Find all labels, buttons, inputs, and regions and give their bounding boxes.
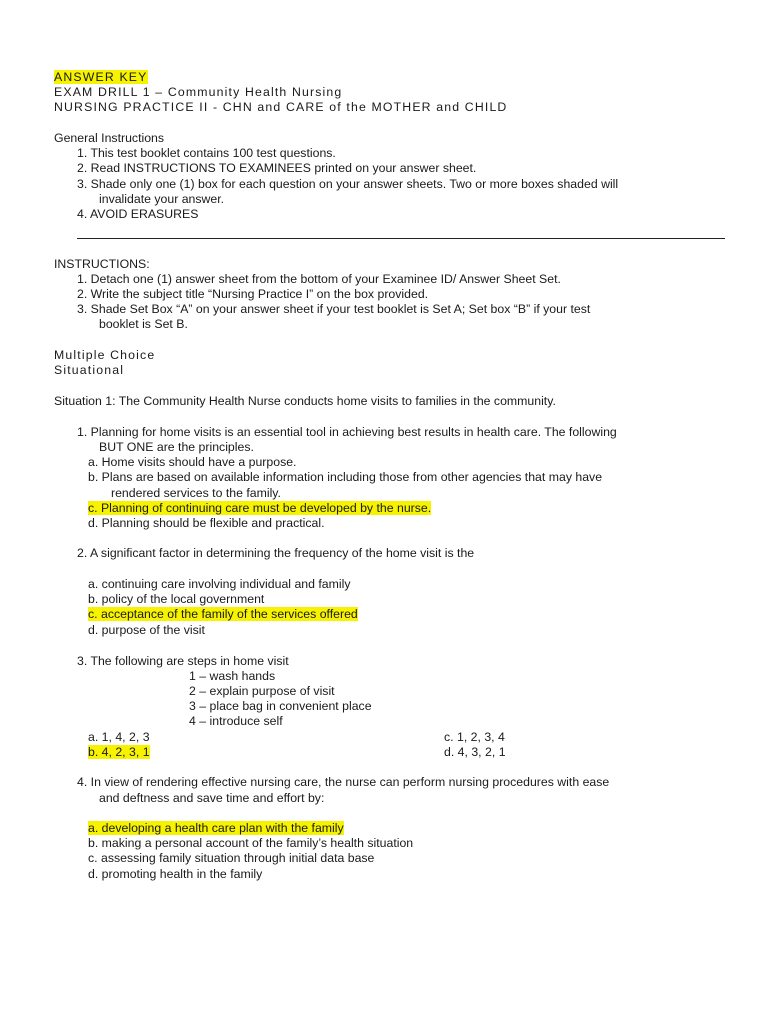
question-3-stem: 3. The following are steps in home visit xyxy=(77,654,289,668)
question-3-option-d: d. 4, 3, 2, 1 xyxy=(444,745,506,759)
question-3-option-a: a. 1, 4, 2, 3 xyxy=(88,730,150,744)
question-1-stem: 1. Planning for home visits is an essential tool in achieving best results in health care. The following xyxy=(77,425,617,439)
question-1-stem-continued: BUT ONE are the principles. xyxy=(99,440,254,454)
general-item: 2. Read INSTRUCTIONS TO EXAMINEES printed on your answer sheet. xyxy=(77,161,477,175)
question-1-option-d: d. Planning should be flexible and practical. xyxy=(88,516,325,530)
question-4-option-d: d. promoting health in the family xyxy=(88,867,263,881)
instructions-heading: INSTRUCTIONS: xyxy=(54,257,150,271)
general-item-continued: invalidate your answer. xyxy=(99,192,225,206)
general-item: 3. Shade only one (1) box for each question on your answer sheets. Two or more boxes shaded will xyxy=(77,177,619,191)
subject-title: NURSING PRACTICE II - CHN and CARE of the MOTHER and CHILD xyxy=(54,100,508,114)
answer-key-label: ANSWER KEY xyxy=(54,70,148,84)
exam-title: EXAM DRILL 1 – Community Health Nursing xyxy=(54,85,343,99)
question-2-option-b: b. policy of the local government xyxy=(88,592,265,606)
question-1-option-c-answer: c. Planning of continuing care must be developed by the nurse. xyxy=(88,501,432,515)
instruction-item: 3. Shade Set Box “A” on your answer sheet if your test booklet is Set A; Set box “B” if your test xyxy=(77,302,591,316)
question-4-option-a-answer: a. developing a health care plan with the family xyxy=(88,821,344,835)
question-3-step: 2 – explain purpose of visit xyxy=(189,684,335,698)
question-1-option-a: a. Home visits should have a purpose. xyxy=(88,455,297,469)
general-instructions-heading: General Instructions xyxy=(54,131,165,145)
question-2-stem: 2. A significant factor in determining the frequency of the home visit is the xyxy=(77,546,475,560)
question-2-option-a: a. continuing care involving individual and family xyxy=(88,577,351,591)
question-1-option-b: b. Plans are based on available information including those from other agencies that may have xyxy=(88,470,603,484)
question-4-option-b: b. making a personal account of the family’s health situation xyxy=(88,836,414,850)
instruction-item: 1. Detach one (1) answer sheet from the bottom of your Examinee ID/ Answer Sheet Set. xyxy=(77,272,561,286)
question-3-step: 3 – place bag in convenient place xyxy=(189,699,372,713)
question-3-step: 4 – introduce self xyxy=(189,714,283,728)
question-3-step: 1 – wash hands xyxy=(189,669,276,683)
question-1-option-b-continued: rendered services to the family. xyxy=(111,486,281,500)
question-4-stem: 4. In view of rendering effective nursing care, the nurse can perform nursing procedures with ease xyxy=(77,775,610,789)
question-2-option-c-answer: c. acceptance of the family of the services offered xyxy=(88,607,358,621)
question-format: Situational xyxy=(54,363,125,377)
situation-text: Situation 1: The Community Health Nurse conducts home visits to families in the community. xyxy=(54,394,556,408)
question-4-option-c: c. assessing family situation through initial data base xyxy=(88,851,375,865)
instruction-item: 2. Write the subject title “Nursing Practice I” on the box provided. xyxy=(77,287,429,301)
general-item: 4. AVOID ERASURES xyxy=(77,207,199,221)
question-4-stem-continued: and deftness and save time and effort by: xyxy=(99,791,325,805)
horizontal-divider xyxy=(77,238,725,239)
instruction-item-continued: booklet is Set B. xyxy=(99,317,188,331)
question-type: Multiple Choice xyxy=(54,348,156,362)
question-3-option-b-answer: b. 4, 2, 3, 1 xyxy=(88,745,150,759)
question-2-option-d: d. purpose of the visit xyxy=(88,623,205,637)
question-3-option-c: c. 1, 2, 3, 4 xyxy=(444,730,505,744)
general-item: 1. This test booklet contains 100 test questions. xyxy=(77,146,336,160)
